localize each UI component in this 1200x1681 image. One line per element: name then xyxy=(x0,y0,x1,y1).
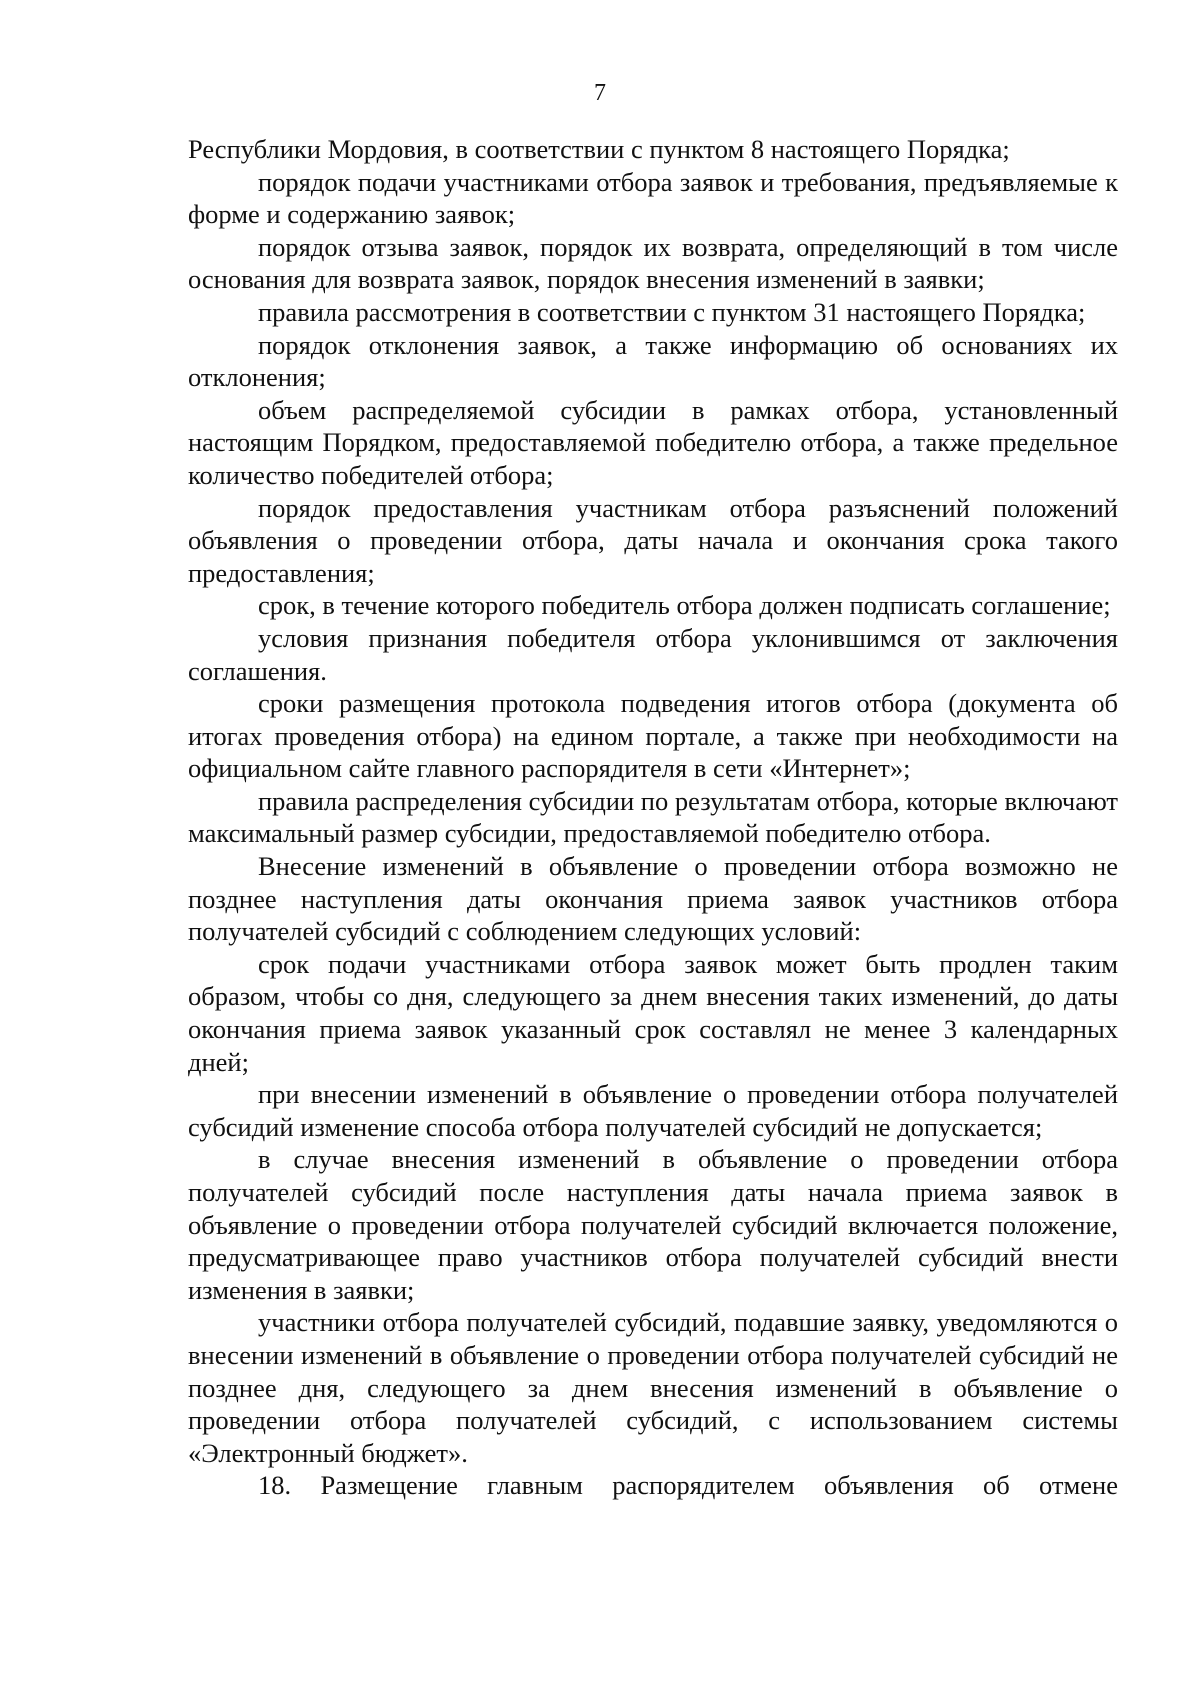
paragraph: правила рассмотрения в соответствии с пунктом 31 настоящего Порядка; xyxy=(258,296,1086,327)
paragraph: сроки размещения протокола подведения итогов отбора (документа об итогах проведения отбора) на едином портале, а также при необходимости на официальном сайте главного распорядителя в сети «Интернет»; xyxy=(188,688,1118,784)
paragraph: участники отбора получателей субсидий, подавшие заявку, уведомляются о внесении изменений в объявление о проведении отбора получателей субсидий не позднее дня, следующего за днем внесения изменений в объявление о проведении отбора получателей субсидий, с использованием системы «Электронный бюджет». xyxy=(188,1307,1118,1468)
page-number: 7 xyxy=(594,80,606,106)
paragraph: Внесение изменений в объявление о проведении отбора возможно не позднее наступления даты окончания приема заявок участников отбора получателей субсидий с соблюдением следующих условий: xyxy=(188,851,1118,947)
paragraph: в случае внесения изменений в объявление о проведении отбора получателей субсидий после наступления даты начала приема заявок в объявление о проведении отбора получателей субсидий включается положение, предусматривающее право участников отбора получателей субсидий внести изменения в заявки; xyxy=(188,1144,1118,1305)
paragraph: срок подачи участниками отбора заявок может быть продлен таким образом, чтобы со дня, следующего за днем внесения таких изменений, до даты окончания приема заявок указанный срок составлял не менее 3 календарных дней; xyxy=(188,948,1118,1077)
paragraph: правила распределения субсидии по результатам отбора, которые включают максимальный размер субсидии, предоставляемой победителю отбора. xyxy=(188,785,1118,849)
document-body xyxy=(188,133,1118,1502)
paragraph: при внесении изменений в объявление о проведении отбора получателей субсидий изменение способа отбора получателей субсидий не допускается; xyxy=(188,1079,1118,1142)
paragraph: порядок предоставления участникам отбора разъяснений положений объявления о проведении отбора, даты начала и окончания срока такого предоставления; xyxy=(188,492,1118,588)
paragraph: срок, в течение которого победитель отбора должен подписать соглашение; xyxy=(258,590,1111,621)
paragraph: 18. Размещение главным распорядителем объявления об отмене xyxy=(258,1470,1118,1501)
paragraph: объем распределяемой субсидии в рамках отбора, установленный настоящим Порядком, предоставляемой победителю отбора, а также предельное количество победителей отбора; xyxy=(188,394,1118,490)
paragraph: порядок отклонения заявок, а также информацию об основаниях их отклонения; xyxy=(188,329,1118,393)
paragraph: порядок отзыва заявок, порядок их возврата, определяющий в том числе основания для возврата заявок, порядок внесения изменений в заявки; xyxy=(188,231,1118,295)
paragraph: условия признания победителя отбора уклонившимся от заключения соглашения. xyxy=(188,622,1118,686)
paragraph: Республики Мордовия, в соответствии с пунктом 8 настоящего Порядка; xyxy=(188,134,1010,164)
paragraph: порядок подачи участниками отбора заявок и требования, предъявляемые к форме и содержанию заявок; xyxy=(188,166,1118,230)
